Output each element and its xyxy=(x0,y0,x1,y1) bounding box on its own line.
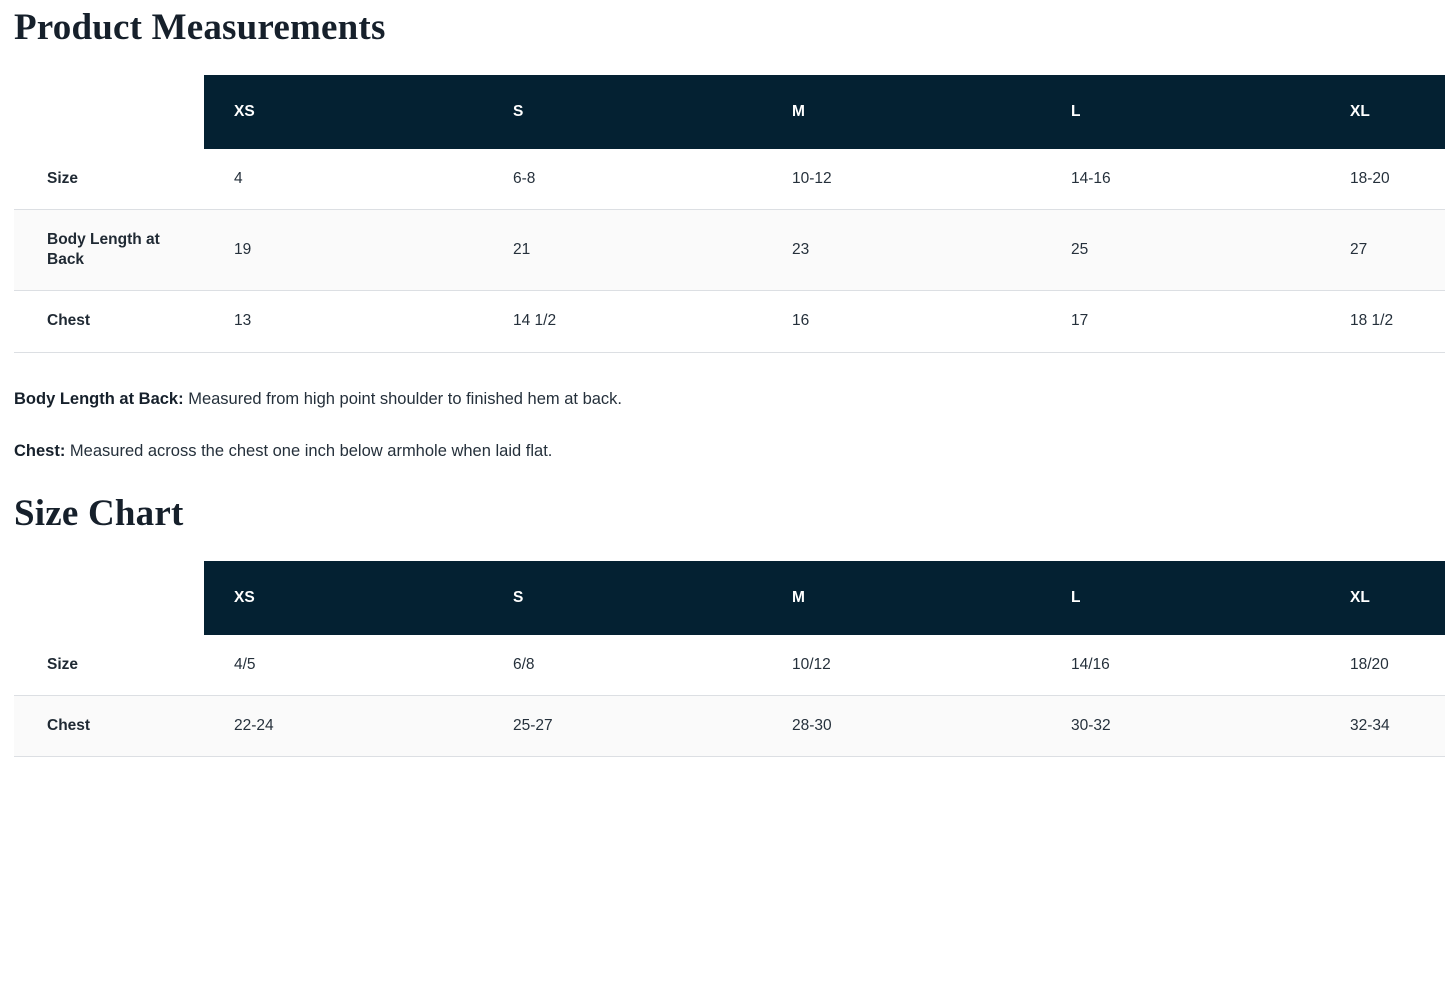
cell-chest-m: 28-30 xyxy=(792,717,832,735)
column-header-m: M xyxy=(762,75,1041,149)
cell-body-length-s: 21 xyxy=(513,241,531,259)
table-row xyxy=(14,696,1445,757)
row-label-chest: Chest xyxy=(47,717,91,735)
cell-size-xl: 18/20 xyxy=(1350,656,1389,674)
size-chart-table xyxy=(14,561,1445,757)
row-label-body-length-at-back: Body Length at Back xyxy=(47,231,160,269)
column-header-s: S xyxy=(483,75,762,149)
column-header-blank xyxy=(14,75,204,149)
cell-body-length-xs: 19 xyxy=(234,241,252,259)
note-term-chest: Chest: xyxy=(14,442,66,461)
cell-chest-l: 30-32 xyxy=(1071,717,1111,735)
note-chest xyxy=(14,439,1431,464)
size-chart-section xyxy=(0,492,1445,757)
column-header-m: M xyxy=(762,561,1041,635)
cell-size-l: 14-16 xyxy=(1071,170,1111,188)
cell-size-xs: 4/5 xyxy=(234,656,256,674)
cell-body-length-xl: 27 xyxy=(1350,241,1368,259)
column-header-xs: XS xyxy=(204,561,483,635)
cell-chest-s: 14 1/2 xyxy=(513,312,557,330)
table-body xyxy=(14,635,1445,757)
cell-body-length-m: 23 xyxy=(792,241,810,259)
cell-size-m: 10-12 xyxy=(792,170,832,188)
cell-size-l: 14/16 xyxy=(1071,656,1110,674)
column-header-s: S xyxy=(483,561,762,635)
column-header-xl: XL xyxy=(1320,561,1445,635)
note-text-body-length: Measured from high point shoulder to finished hem at back. xyxy=(183,389,623,408)
cell-chest-l: 17 xyxy=(1071,312,1089,330)
cell-chest-xs: 22-24 xyxy=(234,717,274,735)
table-row xyxy=(14,149,1445,210)
column-header-xl: XL xyxy=(1320,75,1445,149)
page-title-product-measurements: Product Measurements xyxy=(14,7,386,48)
cell-size-s: 6/8 xyxy=(513,656,535,674)
cell-chest-m: 16 xyxy=(792,312,810,330)
measurement-notes xyxy=(0,353,1445,465)
cell-size-xs: 4 xyxy=(234,170,243,188)
table-body xyxy=(14,149,1445,352)
table-row xyxy=(14,291,1445,352)
table-header-row xyxy=(14,75,1445,149)
table-header xyxy=(14,561,1445,635)
note-text-chest: Measured across the chest one inch below armhole when laid flat. xyxy=(65,442,553,461)
column-header-blank xyxy=(14,561,204,635)
row-label-size: Size xyxy=(47,170,79,187)
note-body-length xyxy=(14,387,1431,412)
size-chart-table-wrap xyxy=(0,561,1445,757)
column-header-xs: XS xyxy=(204,75,483,149)
cell-chest-xl: 32-34 xyxy=(1350,717,1390,735)
cell-chest-xl: 18 1/2 xyxy=(1350,312,1394,330)
cell-size-m: 10/12 xyxy=(792,656,831,674)
product-measurements-table xyxy=(14,75,1445,353)
column-header-l: L xyxy=(1041,561,1320,635)
table-header-row xyxy=(14,561,1445,635)
cell-size-s: 6-8 xyxy=(513,170,536,188)
table-header xyxy=(14,75,1445,149)
cell-body-length-l: 25 xyxy=(1071,241,1089,259)
table-row xyxy=(14,635,1445,696)
row-label-size: Size xyxy=(47,656,79,674)
product-measurements-table-wrap xyxy=(0,75,1445,353)
note-term-body-length: Body Length at Back: xyxy=(14,389,184,408)
row-label-chest: Chest xyxy=(47,312,91,330)
page-title-size-chart: Size Chart xyxy=(14,493,184,535)
cell-size-xl: 18-20 xyxy=(1350,170,1390,188)
cell-chest-s: 25-27 xyxy=(513,717,553,735)
column-header-l: L xyxy=(1041,75,1320,149)
cell-chest-xs: 13 xyxy=(234,312,252,330)
table-row xyxy=(14,210,1445,291)
